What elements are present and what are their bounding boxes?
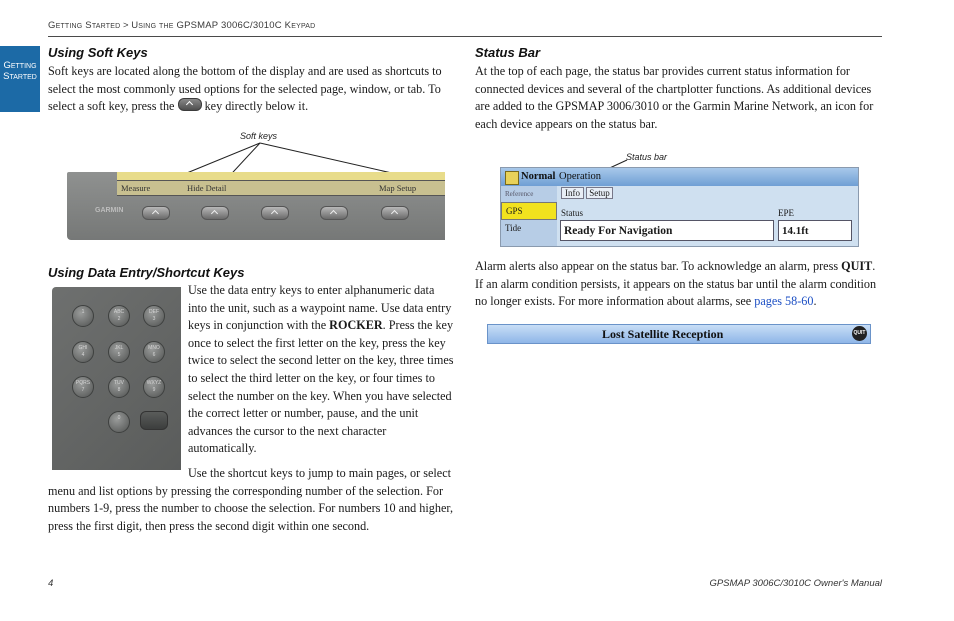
soft-key-label: Measure: [121, 183, 151, 193]
status-mode-2: Operation: [559, 171, 601, 182]
rocker-label: ROCKER: [329, 318, 383, 333]
soft-key-button-icon: [178, 98, 202, 111]
header-chapter: Using the GPSMAP 3006C/3010C Keypad: [131, 20, 316, 31]
quit-label: QUIT: [841, 259, 873, 273]
keypad-key: 0: [108, 411, 130, 433]
keypad-image: [52, 287, 181, 470]
status-column-label: Status: [561, 208, 584, 218]
garmin-logo: GARMIN: [95, 207, 124, 214]
soft-key-button: [142, 206, 170, 220]
status-bar-strip: [501, 168, 858, 186]
alarm-text-cont: . If an alarm condition persists, it appears on the status bar until the alarm condition no longer exists. For more information about alarms, see: [475, 259, 877, 309]
data-entry-text: Use the data entry keys to enter alphanumeric data into the unit, such as a waypoint name. Use data entry keys in conjunction with the: [188, 283, 452, 333]
soft-key-label: Hide Detail: [187, 183, 227, 193]
tab-info: Info: [561, 187, 584, 199]
keypad-key: GHI 4: [72, 341, 94, 363]
data-entry-paragraph: [188, 282, 454, 458]
boat-icon: [505, 171, 519, 185]
status-tabs: [561, 188, 613, 198]
soft-key-bar: [117, 180, 445, 195]
shortcut-keys-paragraph: Use the shortcut keys to jump to main pages, or select menu and list options by pressing the corresponding number of the selection. For numbers 1-9, press the number to choose the selection. For numbers 10 and higher, press the first digit, then press the second digit within one second.: [48, 466, 453, 533]
header-separator: >: [123, 20, 129, 31]
soft-keys-device-image: [67, 172, 445, 240]
side-item-tide: Tide: [505, 223, 522, 233]
keypad-key: WXYZ 9: [143, 376, 165, 398]
soft-keys-text: Soft keys are located along the bottom of the display and are used as shortcuts to select the most commonly used options for the selected page, window, or tab. To select a soft key, press the: [48, 64, 442, 114]
keypad-oval-key: [140, 411, 168, 430]
soft-key-label: Map Setup: [379, 183, 417, 193]
status-side-menu: [501, 186, 557, 246]
soft-keys-text-end: key directly below it.: [204, 99, 309, 114]
status-bar-paragraph: At the top of each page, the status bar provides current status information for connected devices and several of the chartplotter functions. As additional devices are added to the GPSMAP 3006/3010 or the Garmin Marine Network, an icon for each device appears on the status bar.: [475, 64, 874, 131]
header-section: Getting Started: [48, 20, 121, 31]
status-bar-callout: Status bar: [626, 152, 668, 162]
tab-setup: Setup: [586, 187, 613, 199]
manual-title: GPSMAP 3006C/3010C Owner's Manual: [709, 578, 882, 589]
keypad-key: 1: [72, 305, 94, 327]
data-entry-text-cont: . Press the key once to select the first letter on the key, press the key twice to select the second letter on the key, three times to select the third letter on the key, or four times to select the number on the key. When you have selected the correct letter or number, pause, and the unit advances the cursor to the next character automatically.: [188, 318, 454, 456]
soft-key-button: [320, 206, 348, 220]
running-header: [48, 20, 882, 36]
data-entry-heading: Using Data Entry/Shortcut Keys: [48, 265, 245, 280]
header-rule: [48, 36, 882, 37]
soft-key-button: [261, 206, 289, 220]
side-item-gps: GPS: [501, 202, 557, 220]
keypad-key: ABC 2: [108, 305, 130, 327]
section-tab[interactable]: [0, 46, 40, 112]
status-bar-screenshot: [500, 167, 859, 247]
epe-column-label: EPE: [778, 208, 795, 218]
soft-keys-paragraph: [48, 63, 456, 116]
status-value-box: Ready For Navigation: [560, 220, 774, 241]
soft-key-button: [381, 206, 409, 220]
soft-keys-callout: Soft keys: [240, 131, 278, 141]
alarm-paragraph: Alarm alerts also appear on the status bar. To acknowledge an alarm, press QUIT. If an alarm condition persists, it appears on the status bar until the alarm condition no longer exists. For more information about alarms, see pages 58-60.: [475, 259, 877, 309]
keypad-key: DEF 3: [143, 305, 165, 327]
lost-satellite-text: Lost Satellite Reception: [602, 327, 724, 341]
keypad-key: TUV 8: [108, 376, 130, 398]
keypad-key: PQRS 7: [72, 376, 94, 398]
side-item-reference: Reference: [505, 190, 534, 198]
page-number: 4: [48, 578, 54, 589]
section-tab-line1: Getting: [3, 60, 37, 71]
alarm-text: Alarm alerts also appear on the status bar. To acknowledge an alarm, press: [475, 259, 839, 273]
soft-keys-heading: Using Soft Keys: [48, 45, 148, 60]
status-bar-heading: Status Bar: [475, 45, 541, 60]
epe-value-box: 14.1ft: [778, 220, 852, 241]
quit-icon: QUIT: [852, 326, 867, 341]
alarms-page-link[interactable]: pages 58-60: [754, 294, 814, 309]
soft-key-button: [201, 206, 229, 220]
section-tab-line2: Started: [3, 71, 37, 82]
keypad-key: JKL 5: [108, 341, 130, 363]
status-mode: Normal: [521, 171, 556, 182]
lost-satellite-banner: [487, 324, 871, 344]
keypad-key: MNO 6: [143, 341, 165, 363]
device-screen: [117, 172, 445, 196]
